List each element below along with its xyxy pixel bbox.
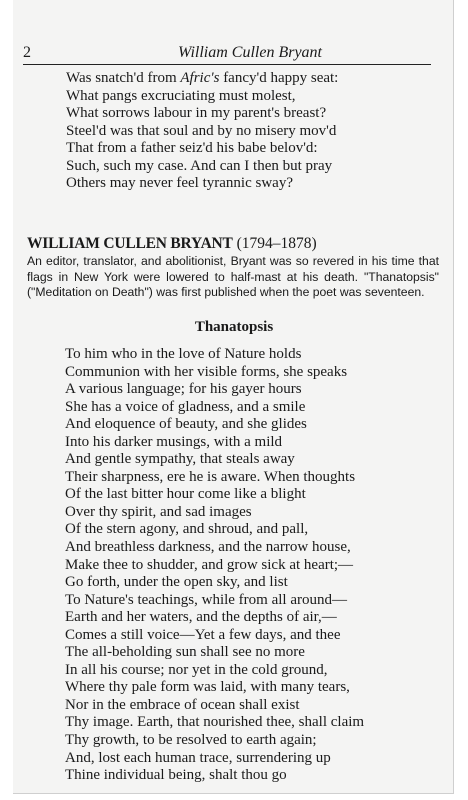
poem-line: Where thy pale form was laid, with many tears, [65,679,350,696]
poem-line: And gentle sympathy, that steals away [65,451,295,468]
poem-line: And, lost each human trace, surrendering up [65,749,331,766]
poem-line: Make thee to shudder, and grow sick at heart;— [65,556,354,573]
poem-line: That from a father seiz'd his babe belov'd: [66,140,318,156]
poem-line: To him who in the love of Nature holds [65,346,302,362]
poem-body [65,346,364,785]
poem-title: Thanatopsis [194,319,274,335]
poem-line: Earth and her waters, and the depths of air,— [65,609,337,626]
poem-line: Nor in the embrace of ocean shall exist [65,696,300,713]
poem-line: The all-beholding sun shall see no more [65,644,305,661]
previous-poem-stanza [66,70,338,193]
bio-line: An editor, translator, and abolitionist, Bryant was so revered in his time that [27,254,439,268]
poem-line: Communion with her visible forms, she speaks [65,363,348,380]
page-number: 2 [23,44,31,61]
poem-line: And eloquence of beauty, and she glides [65,416,307,433]
bio-line: flags in New York were lowered to half-mast at his death. "Thanatopsis" [27,269,439,284]
poem-line: In all his course; nor yet in the cold ground, [65,661,328,678]
bio-line: ("Meditation on Death") was first published when the poet was seventeen. [27,285,425,300]
poem-line: And breathless darkness, and the narrow house, [65,539,351,556]
poem-line: Others may never feel tyrannic sway? [66,175,293,191]
poem-line: Of the last bitter hour come like a blight [65,486,306,503]
poem-line: Go forth, under the open sky, and list [65,574,288,591]
poem-line: Their sharpness, ere he is aware. When thoughts [65,468,356,485]
poem-line: Thy growth, to be resolved to earth again; [65,732,317,749]
poem-line: Steel'd was that soul and by no misery mov'd [66,122,337,139]
poem-line: Of the stern agony, and shroud, and pall, [65,521,309,538]
author-bio [27,254,439,301]
poem-line: A various language; for his gayer hours [65,381,302,398]
poem-line: What pangs excruciating must molest, [66,87,296,104]
poem-line: Was snatch'd from Afric's fancy'd happy seat: [66,70,339,86]
poem-line: Thine individual being, shalt thou go [65,767,287,784]
poem-line: What sorrows labour in my parent's breast? [66,105,327,121]
page-header [23,42,431,65]
author-name: WILLIAM CULLEN BRYANT [27,235,233,252]
poem-line: Over thy spirit, and sad images [65,503,252,520]
author-dates: (1794–1878) [236,235,317,252]
poem-line: Into his darker musings, with a mild [65,433,283,450]
poem-line: Thy image. Earth, that nourished thee, shall claim [65,714,365,731]
poem-line: To Nature's teachings, while from all around— [65,591,347,608]
poem-line: Comes a still voice—Yet a few days, and thee [65,626,341,643]
author-heading [27,235,317,253]
running-head: William Cullen Bryant [178,44,322,61]
poem-line: She has a voice of gladness, and a smile [65,398,306,415]
poem-line: Such, such my case. And can I then but pray [66,157,333,174]
